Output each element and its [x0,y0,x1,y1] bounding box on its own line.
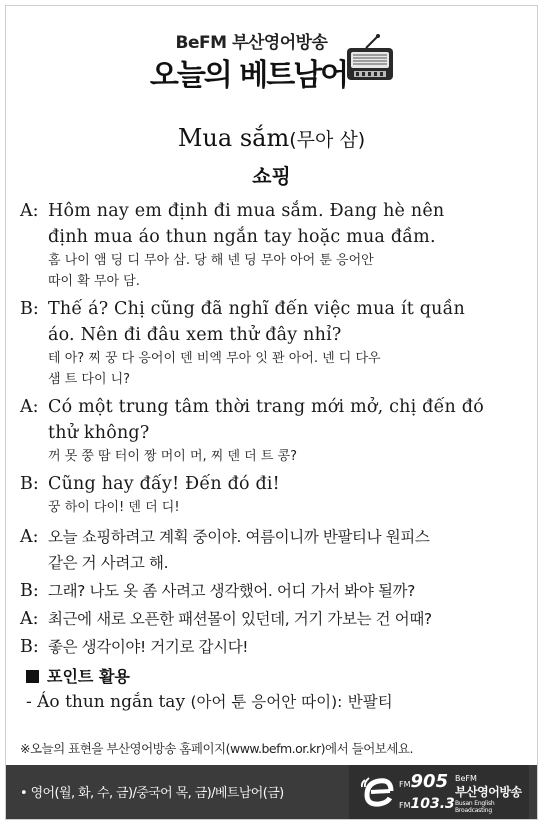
speaker-label: B: [20,474,39,494]
dialogue-turn [20,634,535,660]
vi-line: thử không? [48,423,150,443]
header [6,6,537,106]
pronunciation-line: 샘 트 다이 니? [48,372,131,387]
pronunciation-line: 테 아? 찌 꿍 다 응어이 덴 비엑 무아 잇 꽌 아어. 넨 디 다우 [48,351,381,366]
vi-line: Có một trung tâm thời trang mới mở, chị đến đó [48,397,484,417]
point-heading-text: 포인트 활용 [47,667,130,686]
dialogue-turn [20,606,535,632]
ko-line: 좋은 생각이야! 거기로 갑시다! [48,638,249,656]
program-title: 오늘의 베트남어 [149,58,348,93]
fm-label: FM [399,801,411,810]
lesson-title [6,124,537,152]
pronunciation-line: 꿍 하이 다이! 덴 더 디! [48,500,180,515]
lesson-title-vi: Mua sắm [177,124,290,152]
speaker-label: A: [20,609,39,629]
lesson-subtitle: 쇼핑 [252,164,291,188]
lesson-title-pron: (무아 삼) [289,129,366,151]
brand-subtitle: BeFM 부산영어방송 [175,33,328,53]
frequency-1: 905 [410,771,449,792]
vi-line: áo. Nên đi đâu xem thử đây nhỉ? [48,325,342,345]
frequency-block [399,773,455,814]
station-name-ko: 부산영어방송 [455,785,522,799]
fm-label: FM [399,780,411,789]
point-phrase-ko: 반팔티 [347,693,393,711]
radio-icon [344,32,396,84]
ko-line: 오늘 쇼핑하려고 계획 중이야. 여름이니까 반팔티나 원피스 [48,528,430,546]
point-dash: - [26,692,32,712]
speaker-label: B: [20,581,39,601]
lesson-card [5,5,538,820]
dialogue-vietnamese [20,198,530,522]
station-befm: BeFM [455,774,477,783]
ko-line: 최근에 새로 오픈한 패션몰이 있던데, 거기 가보는 건 어때? [48,610,432,628]
dialogue-korean [20,524,535,662]
station-name-en: Busan English Broadcasting [455,800,495,814]
dialogue-turn [20,198,530,292]
dialogue-turn [20,524,535,576]
point-phrase-pron: (아어 툰 응어안 따이): [190,693,343,711]
point-heading [26,664,130,687]
dialogue-turn [20,296,530,390]
vi-line: Hôm nay em định đi mua sắm. Đang hè nên [48,201,445,221]
befm-e-logo-icon [357,771,397,811]
speaker-label: B: [20,637,39,657]
vi-line: Cũng hay đấy! Đến đó đi! [48,474,280,494]
dialogue-turn [20,471,530,518]
frequency-2: 103.3 [410,796,455,812]
ko-line: 같은 거 사려고 해. [48,554,169,572]
pronunciation-line: 홈 나이 앰 딩 디 무아 삼. 당 해 넨 딩 무아 아어 툰 응어안 [48,253,374,268]
dialogue-turn [20,578,535,604]
square-bullet-icon [26,670,39,683]
speaker-label: A: [20,397,39,417]
website-note: ※오늘의 표현을 부산영어방송 홈페이지(www.befm.or.kr)에서 들어보세요. [20,741,413,756]
station-name [455,774,529,814]
vi-line: định mua áo thun ngắn tay hoặc mua đầm. [48,227,436,247]
broadcast-schedule: • 영어(월, 화, 수, 금)/중국어 목, 금)/베트남어(금) [20,786,284,801]
station-logo [349,765,529,819]
dialogue-turn [20,394,530,467]
pronunciation-line: 따이 확 무아 담. [48,274,140,289]
vi-line: Thế á? Chị cũng đã nghĩ đến việc mua ít quần [48,299,466,319]
speaker-label: A: [20,527,39,547]
ko-line: 그래? 나도 옷 좀 사려고 생각했어. 어디 가서 봐야 될까? [48,582,415,600]
speaker-label: A: [20,201,39,221]
point-body [26,690,393,714]
speaker-label: B: [20,299,39,319]
pronunciation-line: 꺼 못 쭝 땀 터이 짱 머이 머, 찌 덴 더 트 콩? [48,449,297,464]
point-phrase-vi: Áo thun ngắn tay [37,692,186,712]
footer-bar [6,765,537,819]
